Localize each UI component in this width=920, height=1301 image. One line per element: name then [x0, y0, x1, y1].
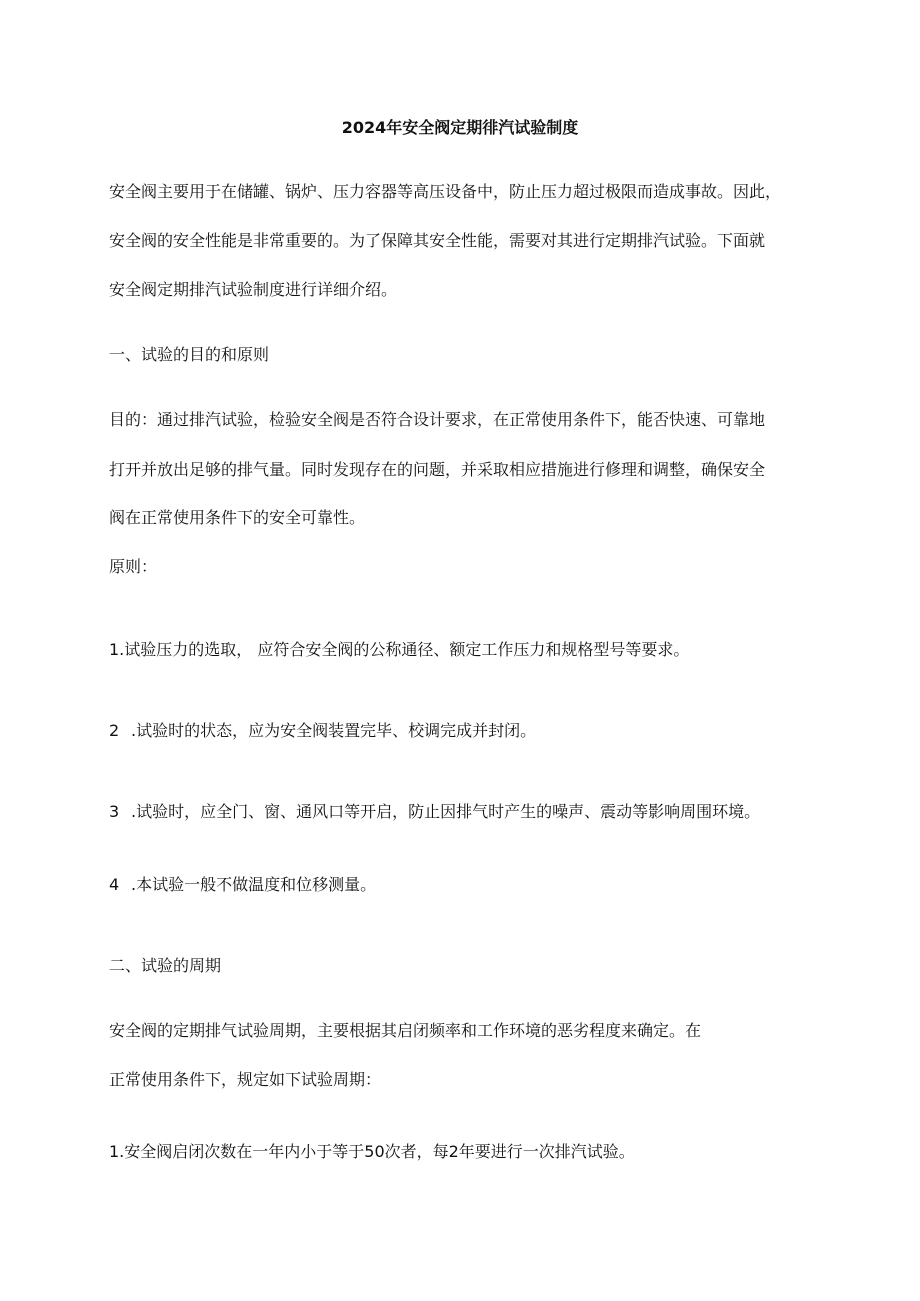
purpose-line-1: 目的：通过排汽试验，检验安全阀是否符合设计要求，在正常使用条件下，能否快速、可靠地	[109, 410, 766, 429]
principle-text: .试验时的状态，应为安全阀装置完毕、校调完成并封闭。	[131, 721, 537, 740]
principle-number: 2	[109, 721, 120, 740]
period-item-1	[109, 1141, 635, 1163]
intro-line-2: 安全阀的安全性能是非常重要的。为了保障其安全性能，需要对其进行定期排汽试验。下面就	[109, 231, 766, 250]
period-number: 1.	[109, 1142, 125, 1161]
purpose-line-2: 打开并放出足够的排气量。同时发现存在的问题，并采取相应措施进行修理和调整，确保安全	[109, 460, 766, 479]
intro-line-1: 安全阀主要用于在储罐、锅炉、压力容器等高压设备中，防止压力超过极限而造成事故。因此，	[109, 182, 782, 201]
period-text: 安全阀启闭次数在一年内小于等于50次者，每2年要进行一次排汽试验。	[124, 1142, 635, 1161]
section2-body-line-1: 安全阀的定期排气试验周期，主要根据其启闭频率和工作环境的恶劣程度来确定。在	[109, 1021, 702, 1040]
section2-body-line-2: 正常使用条件下，规定如下试验周期：	[109, 1070, 382, 1089]
principle-number: 4	[109, 875, 120, 894]
section2-heading: 二、试验的周期	[109, 956, 222, 975]
principle-label: 原则：	[109, 557, 158, 576]
principle-text: 试验压力的选取， 应符合安全阀的公称通径、额定工作压力和规格型号等要求。	[124, 640, 690, 659]
principle-number: 1.	[109, 640, 125, 659]
principle-text: .试验时，应全门、窗、通风口等开启，防止因排气时产生的噪声、震动等影响周围环境。	[131, 802, 761, 821]
purpose-line-3: 阀在正常使用条件下的安全可靠性。	[109, 508, 366, 527]
principle-item-1	[109, 639, 689, 661]
principle-number: 3	[109, 802, 120, 821]
section1-heading: 一、试验的目的和原则	[109, 345, 270, 364]
intro-line-3: 安全阀定期排汽试验制度进行详细介绍。	[109, 280, 398, 299]
principle-item-2	[109, 720, 536, 742]
document-title: 2024年安全阀定期徘汽试验制度	[341, 118, 579, 137]
principle-item-3	[109, 801, 760, 823]
principle-item-4	[109, 874, 376, 896]
principle-text: .本试验一般不做温度和位移测量。	[131, 875, 377, 894]
